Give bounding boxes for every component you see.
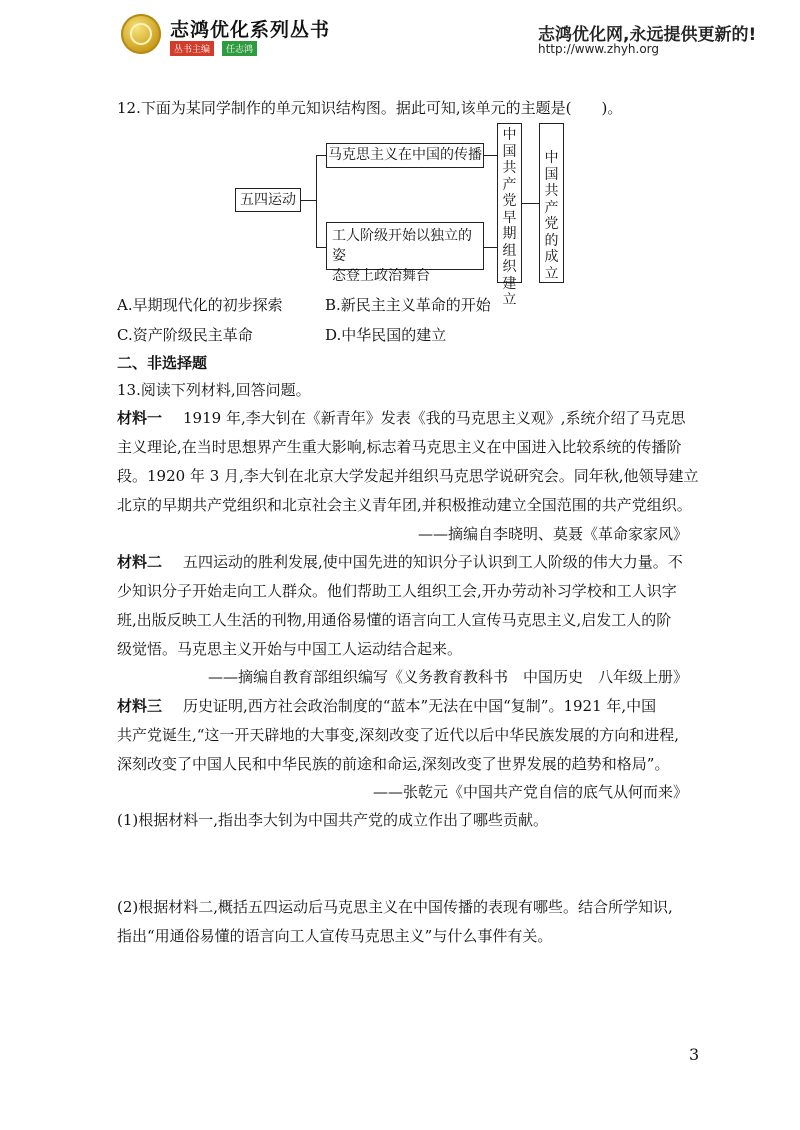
material-1-source: ——摘编自李晓明、莫聂《革命家家风》 [417,525,688,543]
vertical-char: 的 [544,232,559,249]
diagram-branch-workers [326,222,484,284]
material-1-line2: 主义理论,在当时思想界产生重大影响,标志着马克思主义在中国进入比较系统的传播阶 [117,438,682,456]
vertical-char: 织 [502,259,517,275]
diagram-branch-marxism: 马克思主义在中国的传播 [326,143,484,168]
material-3-line2: 共产党诞生,“这一开天辟地的大事变,深刻改变了近代以后中华民族发展的方向和进程, [117,726,679,744]
material-1-line3: 段。1920 年 3 月,李大钊在北京大学发起并组织马克思学说研究会。同年秋,他领导建立 [117,467,699,485]
editor-tag: 丛书主编 [170,41,214,56]
material-2-source: ——摘编自教育部组织编写《义务教育教科书 中国历史 八年级上册》 [207,668,688,686]
vertical-char: 早 [502,209,517,226]
page-number: 3 [689,1045,700,1064]
diagram-branch-workers-line1: 工人阶级开始以独立的姿 [332,228,472,264]
material-1-label: 材料一 [117,409,163,427]
option-d: D.中华民国的建立 [325,326,447,344]
diagram-branch-workers-line2: 态登上政治舞台 [332,268,430,284]
material-2-line4: 级觉悟。马克思主义开始与中国工人运动结合起来。 [117,640,463,658]
vertical-char: 共 [502,160,517,176]
vertical-char: 期 [502,226,517,242]
vertical-char: 成 [544,249,559,265]
header-slogan: 志鸿优化网,永远提供更新的! [538,25,757,45]
material-2-line3: 班,出版反映工人生活的刊物,用通俗易懂的语言向工人宣传马克思主义,启发工人的阶 [117,611,672,629]
sub-question-2-line1: (2)根据材料二,概括五四运动后马克思主义在中国传播的表现有哪些。结合所学知识, [117,898,673,916]
vertical-char: 国 [544,166,559,183]
vertical-char: 中 [544,150,559,166]
vertical-char: 国 [502,143,517,160]
diagram-result-early-party [497,123,522,308]
q12-stem: 12.下面为某同学制作的单元知识结构图。据此可知,该单元的主题是( )。 [117,99,623,117]
vertical-char: 党 [502,193,517,209]
material-3-line1: 历史证明,西方社会政治制度的“蓝本”无法在中国“复制”。1921 年,中国 [183,697,657,715]
vertical-char: 产 [502,176,517,193]
material-3-source: ——张乾元《中国共产党自信的底气从何而来》 [372,783,688,801]
editor-name: 任志鸿 [222,41,257,56]
material-3-line3: 深刻改变了中国人民和中华民族的前途和命运,深刻改变了世界发展的趋势和格局”。 [117,755,670,773]
header-url: http://www.zhyh.org [538,42,660,56]
q13-stem: 13.阅读下列材料,回答问题。 [117,381,311,399]
vertical-char: 立 [502,292,517,308]
sub-question-2-line2: 指出“用通俗易懂的语言向工人宣传马克思主义”与什么事件有关。 [117,927,553,945]
material-2-line2: 少知识分子开始走向工人群众。他们帮助工人组织工会,开办劳动补习学校和工人识字 [117,582,677,600]
brand-title: 志鸿优化系列丛书 [170,19,331,41]
publisher-logo [121,14,161,54]
vertical-char: 建 [502,275,517,292]
material-3-label: 材料三 [117,697,163,715]
sub-question-1: (1)根据材料一,指出李大钊为中国共产党的成立作出了哪些贡献。 [117,811,549,829]
option-a: A.早期现代化的初步探索 [117,296,283,314]
material-1-line4: 北京的早期共产党组织和北京社会主义青年团,并积极推动建立全国范围的共产党组织。 [117,496,692,514]
vertical-char: 立 [544,265,559,282]
vertical-char: 产 [544,199,559,216]
material-2-label: 材料二 [117,553,163,571]
vertical-char: 中 [502,127,517,143]
section-title: 二、非选择题 [117,354,208,372]
diagram-result-cpc-founding [539,123,564,283]
vertical-char: 共 [544,183,559,199]
option-b: B.新民主主义革命的开始 [325,296,491,314]
option-c: C.资产阶级民主革命 [117,326,253,344]
material-2-line1: 五四运动的胜利发展,使中国先进的知识分子认识到工人阶级的伟大力量。不 [183,553,683,571]
vertical-char: 党 [544,216,559,232]
material-1-line1: 1919 年,李大钊在《新青年》发表《我的马克思主义观》,系统介绍了马克思 [183,409,686,427]
diagram-root: 五四运动 [235,188,301,212]
vertical-char: 组 [502,242,517,259]
